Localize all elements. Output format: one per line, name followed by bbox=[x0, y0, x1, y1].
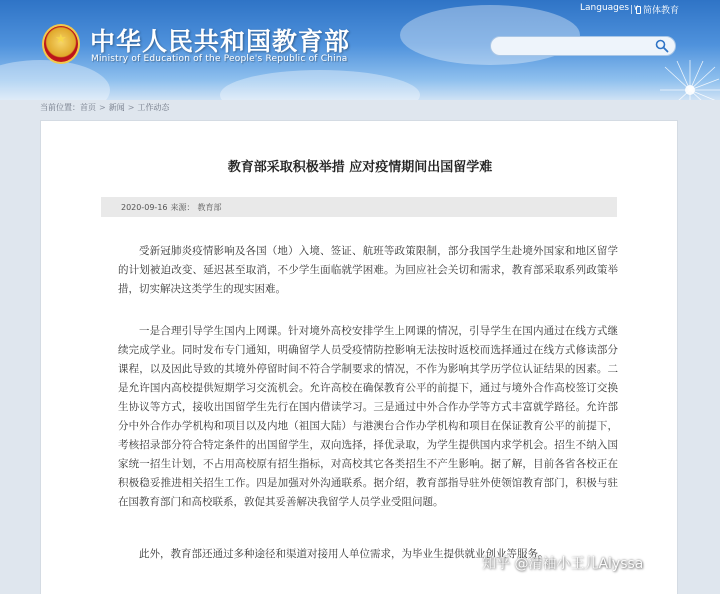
cloud-decoration bbox=[400, 5, 580, 65]
zhihu-watermark: 知乎 @清袖小王儿Alyssa bbox=[482, 556, 644, 572]
breadcrumb-separator: > bbox=[99, 103, 106, 112]
breadcrumb-prefix: 当前位置： bbox=[40, 103, 80, 112]
breadcrumb-link-home[interactable]: 首页 bbox=[80, 103, 96, 112]
article-source: 教育部 bbox=[197, 203, 222, 212]
languages-label: Languages bbox=[580, 3, 630, 13]
article-date: 2020-09-16 bbox=[121, 203, 168, 212]
article-title: 教育部采取积极举措 应对疫情期间出国留学难 bbox=[227, 160, 493, 175]
site-header bbox=[0, 0, 720, 100]
article-paragraph: 此外，教育部还通过多种途径和渠道对接用人单位需求，为毕业生提供就业创业等服务。 bbox=[139, 548, 549, 560]
national-emblem-icon[interactable] bbox=[42, 24, 80, 64]
dandelion-decoration bbox=[655, 55, 720, 100]
site-title[interactable]: 中华人民共和国教育部 bbox=[90, 27, 351, 56]
cloud-decoration bbox=[0, 60, 110, 100]
chevron-down-icon: ∨ bbox=[633, 3, 639, 12]
breadcrumb-link-news[interactable]: 新闻 bbox=[108, 103, 125, 112]
search-icon[interactable] bbox=[655, 39, 669, 53]
search-box bbox=[490, 36, 676, 56]
search-input[interactable] bbox=[501, 39, 651, 53]
article-meta bbox=[121, 202, 225, 213]
star-icon: ★ bbox=[55, 32, 67, 47]
header-link-divider bbox=[631, 5, 632, 14]
article-paragraph: 受新冠肺炎疫情影响及各国（地）入境、签证、航班等政策限制，部分我国学生赴境外国家和地区留学的计划被迫改变、延迟甚至取消，不少学生面临就学困难。为回应社会关切和需求，教育部采取系列政策举措，切实解决这类学生的现实困难。 bbox=[118, 245, 618, 295]
breadcrumb-link-work-news[interactable]: 工作动态 bbox=[137, 103, 170, 112]
article-source-label: 来源： bbox=[170, 203, 195, 212]
site-subtitle: Ministry of Education of the People's Republic of China bbox=[91, 54, 348, 64]
mobile-phone-icon bbox=[636, 6, 641, 14]
mobile-label: 简体教育 bbox=[643, 6, 680, 16]
breadcrumb bbox=[40, 102, 169, 113]
cloud-decoration bbox=[220, 70, 420, 100]
article-paragraph: 一是合理引导学生国内上网课。针对境外高校安排学生上网课的情况，引导学生在国内通过在线方式继续完成学业。同时发布专门通知，明确留学人员受疫情防控影响无法按时返校而选择通过在线方式修读部分课程，以及因此导致的其境外停留时间不符合学制要求的情况，不作为影响其学历学位认证结果的因素。二是允许国内高校提供短期学习交流机会。允许高校在确保教育公平的前提下，通过与境外合作高校签订交换生协议等方式，接收出国留学生先行在国内借读学习。三是通过中外合作办学等方式丰富就学路径。允许部分中外合作办学机构和项目以及内地（祖国大陆）与港澳台合作办学机构和项目在保证教育公平的前提下，考核招录部分符合特定条件的出国留学生，双向选择，择优录取，为学生提供国内求学机会。招生不纳入国家统一招生计划，不占用高校原有招生指标，对高校其它各类招生不产生影响。据了解，目前各省各校正在积极稳妥推进相关招生工作。四是加强对外沟通联系。据介绍，教育部指导驻外使领馆教育部门，积极与驻在国教育部门和高校联系，敦促其妥善解决我留学人员学业受阻问题。 bbox=[118, 325, 618, 508]
breadcrumb-separator: > bbox=[127, 103, 135, 112]
mobile-link[interactable] bbox=[636, 3, 679, 16]
article-meta-bar bbox=[101, 197, 617, 217]
article-panel bbox=[40, 120, 678, 594]
